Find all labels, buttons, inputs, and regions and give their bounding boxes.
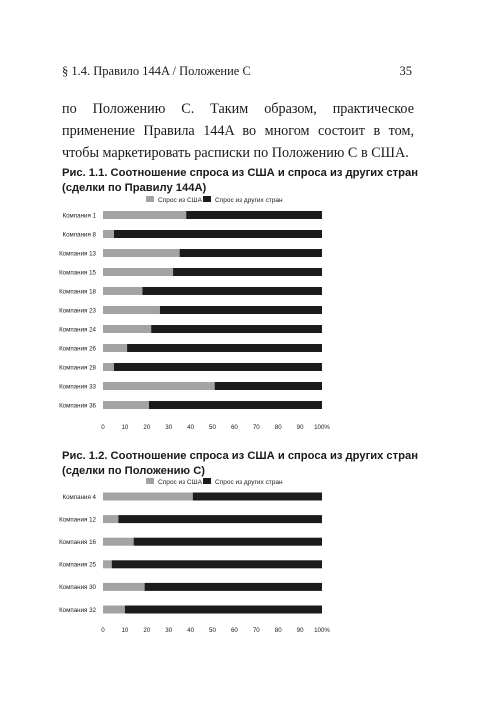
bar-us <box>103 363 114 371</box>
x-tick-label: 0 <box>101 424 105 431</box>
bar-us <box>103 325 151 333</box>
x-tick-label: 100% <box>314 424 330 431</box>
x-tick-label: 60 <box>230 424 238 431</box>
legend-label-1: Спрос из США <box>158 479 202 486</box>
bar-other <box>142 287 322 295</box>
legend-swatch-1 <box>146 196 154 202</box>
bar-other <box>134 538 322 546</box>
bar-us <box>103 493 193 501</box>
figure-2-title-line2: (сделки по Положению С) <box>62 465 206 477</box>
figure-1-title-line1: Рис. 1.1. Соотношение спроса из США и спроса из других стран <box>62 167 418 179</box>
category-label: Компания 16 <box>59 539 96 546</box>
x-tick-label: 20 <box>143 627 151 634</box>
running-head-title: § 1.4. Правило 144A / Положение С <box>62 64 251 78</box>
bar-us <box>103 538 134 546</box>
category-label: Компания 1 <box>62 212 96 220</box>
bar-other <box>149 401 322 409</box>
x-tick-label: 30 <box>165 424 173 431</box>
category-label: Компания 32 <box>59 606 96 614</box>
figure-2-chart <box>0 472 500 642</box>
category-label: Компания 26 <box>59 345 96 353</box>
bar-us <box>103 230 114 238</box>
x-tick-label: 100% <box>314 627 330 634</box>
bar-other <box>114 230 322 238</box>
bar-other <box>125 606 322 614</box>
bar-us <box>103 268 173 276</box>
category-label: Компания 28 <box>59 364 96 372</box>
bar-us <box>103 583 145 591</box>
x-tick-label: 90 <box>296 424 304 431</box>
bar-other <box>114 363 322 371</box>
category-label: Компания 15 <box>59 269 96 277</box>
bar-other <box>173 268 322 276</box>
x-tick-label: 30 <box>165 627 173 634</box>
category-label: Компания 25 <box>59 561 96 569</box>
bar-other <box>151 325 322 333</box>
bar-us <box>103 560 112 568</box>
category-label: Компания 4 <box>62 493 96 501</box>
x-tick-label: 40 <box>187 627 195 634</box>
bar-other <box>127 344 322 352</box>
x-tick-label: 50 <box>209 424 216 431</box>
running-head <box>62 64 412 79</box>
category-label: Компания 36 <box>59 402 96 410</box>
page-number: 35 <box>399 64 412 78</box>
bar-us <box>103 401 149 409</box>
figure-2-title-line1: Рис. 1.2. Соотношение спроса из США и спроса из других стран <box>62 450 418 462</box>
category-label: Компания 12 <box>59 516 96 524</box>
bar-us <box>103 287 142 295</box>
category-label: Компания 8 <box>62 231 96 239</box>
x-tick-label: 60 <box>230 627 238 634</box>
bar-us <box>103 606 125 614</box>
bar-other <box>160 306 322 314</box>
bar-us <box>103 382 215 390</box>
x-tick-label: 80 <box>274 627 282 634</box>
x-tick-label: 90 <box>296 627 304 634</box>
bar-other <box>145 583 322 591</box>
bar-us <box>103 344 127 352</box>
bar-other <box>215 382 322 390</box>
category-label: Компания 18 <box>59 288 96 296</box>
bar-other <box>193 493 322 501</box>
x-tick-label: 10 <box>121 424 129 431</box>
bar-other <box>118 515 322 523</box>
bar-us <box>103 249 180 257</box>
legend-swatch-2 <box>203 478 211 484</box>
bar-us <box>103 211 186 219</box>
x-tick-label: 20 <box>143 424 151 431</box>
category-label: Компания 23 <box>59 307 96 315</box>
bar-other <box>180 249 322 257</box>
x-tick-label: 80 <box>274 424 282 431</box>
bar-other <box>186 211 322 219</box>
legend-swatch-1 <box>146 478 154 484</box>
category-label: Компания 33 <box>59 383 96 391</box>
x-tick-label: 10 <box>121 627 129 634</box>
x-tick-label: 50 <box>209 627 216 634</box>
category-label: Компания 24 <box>59 326 96 334</box>
x-tick-label: 0 <box>101 627 105 634</box>
bar-us <box>103 306 160 314</box>
x-tick-label: 70 <box>252 424 260 431</box>
legend-swatch-2 <box>203 196 211 202</box>
bar-us <box>103 515 118 523</box>
bar-other <box>112 560 322 568</box>
x-tick-label: 40 <box>187 424 195 431</box>
x-tick-label: 70 <box>252 627 260 634</box>
legend-label-2: Спрос из других стран <box>215 479 283 486</box>
legend-label-1: Спрос из США <box>158 197 202 204</box>
legend-label-2: Спрос из других стран <box>215 197 283 204</box>
figure-1-chart <box>0 190 500 440</box>
body-paragraph: по Положению С. Таким образом, практическое применение Правила 144A во многом состоит в том, чтобы маркетировать расписки по Положению С в США. <box>62 101 414 161</box>
category-label: Компания 13 <box>59 250 96 258</box>
figure-1-title-line2: (сделки по Правилу 144А) <box>62 182 207 194</box>
category-label: Компания 30 <box>59 584 96 592</box>
